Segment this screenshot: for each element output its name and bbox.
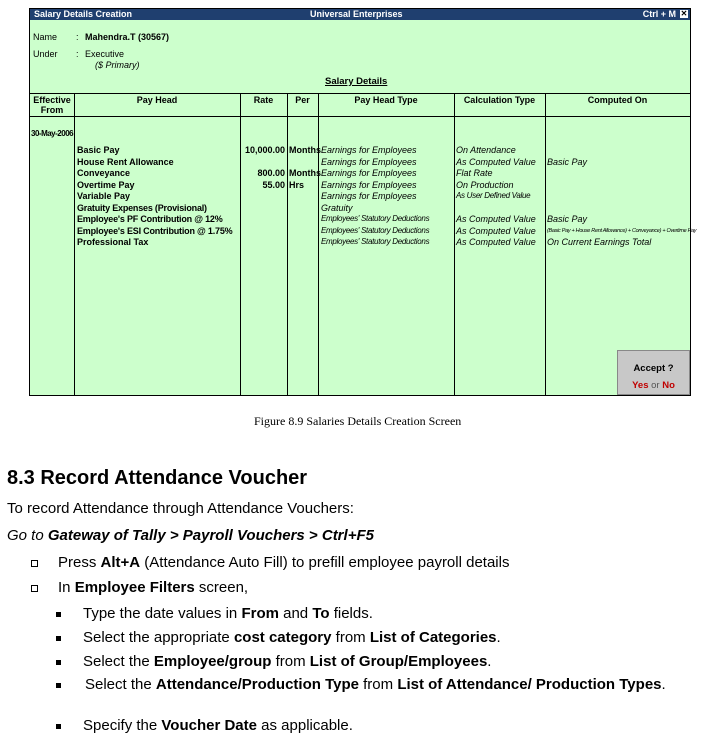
sub-list-item: Select the Employee/group from List of Group/Employees. — [56, 653, 491, 670]
company-name: Universal Enterprises — [310, 9, 403, 19]
col-computed-on: Computed On — [587, 95, 648, 105]
sub-list-item: Select the appropriate cost category from List of Categories. — [56, 629, 501, 646]
table-cell-type[interactable]: Earnings for Employees — [321, 168, 417, 178]
list-item: Press Alt+A (Attendance Auto Fill) to prefill employee payroll details — [31, 554, 509, 571]
window-titlebar — [30, 9, 690, 20]
intro-text: To record Attendance through Attendance Vouchers: — [7, 500, 354, 517]
table-cell-type[interactable]: Employees' Statutory Deductions — [321, 225, 430, 235]
no-button[interactable]: No — [662, 380, 675, 391]
figure-caption: Figure 8.9 Salaries Details Creation Screen — [254, 414, 462, 428]
table-cell-per[interactable]: Months — [289, 145, 321, 155]
accept-question: Accept ? — [633, 363, 674, 374]
table-cell-calc[interactable]: As Computed Value — [456, 237, 536, 247]
close-icon[interactable]: ✕ — [680, 9, 688, 18]
yes-button[interactable]: Yes — [632, 380, 649, 391]
table-cell-type[interactable]: Employees' Statutory Deductions — [321, 214, 430, 223]
col-effective-from: Effective From — [33, 95, 71, 115]
table-cell-calc[interactable]: As Computed Value — [456, 156, 536, 167]
sub-list-item: Specify the Voucher Date as applicable. — [56, 717, 353, 734]
table-cell-head[interactable]: Professional Tax — [77, 237, 149, 247]
table-cell-head[interactable]: House Rent Allowance — [77, 156, 174, 167]
effective-date[interactable]: 30-May-2006 — [31, 129, 74, 138]
table-cell-type[interactable]: Earnings for Employees — [321, 156, 417, 167]
table-cell-head[interactable]: Employee's PF Contribution @ 12% — [77, 214, 223, 224]
table-cell-rate[interactable]: 55.00 — [262, 179, 285, 190]
table-cell-type[interactable]: Gratuity — [321, 202, 353, 213]
shortcut-label: Ctrl + M — [642, 9, 676, 19]
name-label: Name — [33, 32, 58, 42]
list-item: In Employee Filters screen, — [31, 579, 248, 596]
window-title: Salary Details Creation — [34, 9, 133, 19]
table-cell-type[interactable]: Earnings for Employees — [321, 179, 417, 190]
under-label: Under — [33, 49, 58, 59]
sub-list-item: Select the Attendance/Production Type from List of Attendance/ Production Types. — [56, 677, 696, 693]
table-cell-rate[interactable]: 800.00 — [257, 168, 285, 178]
table-cell-head[interactable]: Conveyance — [77, 168, 131, 178]
path-text: Go to Gateway of Tally > Payroll Vouchers > Ctrl+F5 — [7, 527, 374, 544]
salary-details-heading: Salary Details — [325, 76, 388, 87]
or-label: or — [651, 380, 660, 391]
table-cell-computed[interactable]: (Basic Pay + House Rent Allowance) + Conveyance) + Overtime Pay — [547, 227, 697, 234]
accept-dialog — [617, 350, 690, 395]
table-cell-type[interactable]: Earnings for Employees — [321, 191, 417, 201]
table-cell-calc[interactable]: On Attendance — [456, 145, 516, 155]
table-cell-rate[interactable]: 10,000.00 — [244, 145, 285, 155]
col-rate: Rate — [253, 95, 274, 105]
table-cell-calc[interactable]: As User Defined Value — [456, 191, 531, 200]
col-calculation-type: Calculation Type — [463, 95, 536, 105]
salary-table — [30, 93, 697, 395]
table-cell-type[interactable]: Employees' Statutory Deductions — [321, 237, 430, 246]
table-cell-type[interactable]: Earnings for Employees — [321, 145, 417, 155]
under-sub: ($ Primary) — [95, 60, 140, 70]
table-cell-per[interactable]: Months — [289, 168, 321, 178]
table-cell-calc[interactable]: On Production — [456, 179, 514, 190]
table-cell-head[interactable]: Variable Pay — [77, 191, 131, 201]
salary-details-window: Salary Details Creation Universal Enterprises Ctrl + M ✕ Name : Mahendra.T (30567) Under : Executive ($ Primary) Salary Details Effective From Pay Head Rate Per Pay Head Type Calculation Type Computed On 30-May-2006 Basic Pay 10,000.00 Months Earnings for Employees On Attendance House Rent Allowance Earnings for Employees As Computed Value Basic Pay Conveyance 800.00 Months Earnings for Employees Flat Rate Overtime Pay 55.00 Hrs Earnings for Employees On Production Variable Pay Earnings for Employees As User Defined Value Gratuity Expenses (Provisional) Gratuity Employee's PF Contribution @ 12% Employees' Statutory Deductions As Computed Value Basic Pay Employee's ESI Contribution @ 1.75% Employees' Statutory Deductions As Computed Value (Basic Pay + House Rent Allowance) + Conveyance) + Overtime Pay Professional Tax Employees' Statutory Deductions As Computed Value On Current Earnings Total Accept ? Yes or No — [29, 8, 691, 396]
col-pay-head-type: Pay Head Type — [354, 95, 418, 105]
table-cell-head[interactable]: Overtime Pay — [77, 179, 135, 190]
name-value[interactable]: Mahendra.T (30567) — [85, 32, 170, 42]
table-cell-head[interactable]: Basic Pay — [77, 145, 120, 155]
sub-list-item: Type the date values in From and To fields. — [56, 605, 373, 622]
table-cell-calc[interactable]: As Computed Value — [456, 214, 536, 224]
table-cell-calc[interactable]: Flat Rate — [456, 168, 493, 178]
col-per: Per — [295, 95, 310, 105]
table-cell-head[interactable]: Gratuity Expenses (Provisional) — [77, 202, 207, 213]
table-cell-calc[interactable]: As Computed Value — [456, 225, 536, 236]
table-cell-computed[interactable]: Basic Pay — [547, 214, 588, 224]
table-cell-computed[interactable]: On Current Earnings Total — [547, 237, 652, 247]
col-pay-head: Pay Head — [136, 95, 178, 105]
table-cell-computed[interactable]: Basic Pay — [547, 156, 588, 167]
section-heading: 8.3 Record Attendance Voucher — [7, 467, 308, 489]
table-cell-head[interactable]: Employee's ESI Contribution @ 1.75% — [77, 225, 233, 236]
table-cell-per[interactable]: Hrs — [289, 179, 305, 190]
under-value[interactable]: Executive — [85, 49, 125, 59]
